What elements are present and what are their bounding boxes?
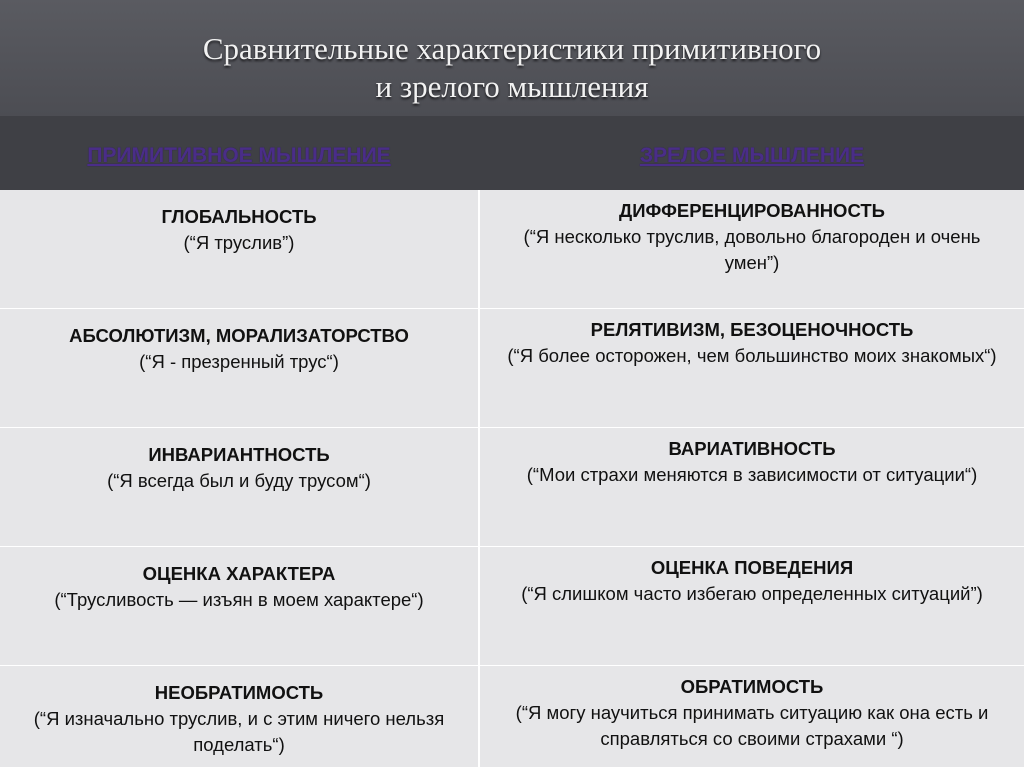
table-header-row bbox=[0, 116, 1024, 190]
cell-quote: (“Я всегда был и буду трусом“) bbox=[107, 470, 371, 491]
cell-primitive bbox=[0, 547, 478, 665]
slide-title bbox=[0, 30, 1024, 106]
cell-primitive bbox=[0, 666, 478, 767]
cell-heading: ОБРАТИМОСТЬ bbox=[680, 676, 824, 697]
slide-title-line-2: и зрелого мышления bbox=[375, 69, 649, 104]
table-row bbox=[0, 428, 1024, 547]
table-body bbox=[0, 190, 1024, 767]
cell-heading: ДИФФЕРЕНЦИРОВАННОСТЬ bbox=[619, 200, 885, 221]
cell-mature bbox=[480, 309, 1024, 427]
table-row bbox=[0, 190, 1024, 309]
cell-quote: (“Я могу научиться принимать ситуацию как она есть и справляться со своими страхами “) bbox=[515, 702, 989, 749]
cell-heading: РЕЛЯТИВИЗМ, БЕЗОЦЕНОЧНОСТЬ bbox=[590, 319, 914, 340]
cell-quote: (“Я несколько труслив, довольно благороден и очень умен”) bbox=[523, 226, 981, 273]
column-header-mature: ЗРЕЛОЕ МЫШЛЕНИЕ bbox=[639, 144, 865, 167]
cell-heading: ОЦЕНКА ХАРАКТЕРА bbox=[142, 563, 336, 584]
cell-mature bbox=[480, 666, 1024, 767]
table-row bbox=[0, 309, 1024, 428]
cell-primitive bbox=[0, 190, 478, 308]
cell-quote: (“Я изначально труслив, и с этим ничего нельзя поделать“) bbox=[33, 708, 445, 755]
cell-heading: ИНВАРИАНТНОСТЬ bbox=[148, 444, 330, 465]
cell-mature bbox=[480, 190, 1024, 308]
cell-primitive bbox=[0, 428, 478, 546]
cell-primitive bbox=[0, 309, 478, 427]
cell-quote: (“Я более осторожен, чем большинство моих знакомых“) bbox=[507, 345, 997, 366]
slide-title-line-1: Сравнительные характеристики примитивного bbox=[202, 31, 822, 66]
cell-heading: АБСОЛЮТИЗМ, МОРАЛИЗАТОРСТВО bbox=[69, 325, 409, 346]
cell-heading: ОЦЕНКА ПОВЕДЕНИЯ bbox=[650, 557, 854, 578]
cell-quote: (“Трусливость — изъян в моем характере“) bbox=[54, 589, 424, 610]
table-row bbox=[0, 547, 1024, 666]
cell-heading: ВАРИАТИВНОСТЬ bbox=[668, 438, 836, 459]
cell-quote: (“Мои страхи меняются в зависимости от ситуации“) bbox=[526, 464, 978, 485]
cell-mature bbox=[480, 428, 1024, 546]
cell-quote: (“Я слишком часто избегаю определенных ситуаций”) bbox=[521, 583, 983, 604]
title-area bbox=[0, 0, 1024, 116]
cell-mature bbox=[480, 547, 1024, 665]
comparison-table bbox=[0, 116, 1024, 767]
cell-quote: (“Я труслив”) bbox=[183, 232, 295, 253]
table-row bbox=[0, 666, 1024, 767]
cell-quote: (“Я - презренный трус“) bbox=[139, 351, 339, 372]
cell-heading: ГЛОБАЛЬНОСТЬ bbox=[161, 206, 317, 227]
column-header-primitive: ПРИМИТИВНОЕ МЫШЛЕНИЕ bbox=[87, 144, 391, 167]
cell-heading: НЕОБРАТИМОСТЬ bbox=[154, 682, 324, 703]
